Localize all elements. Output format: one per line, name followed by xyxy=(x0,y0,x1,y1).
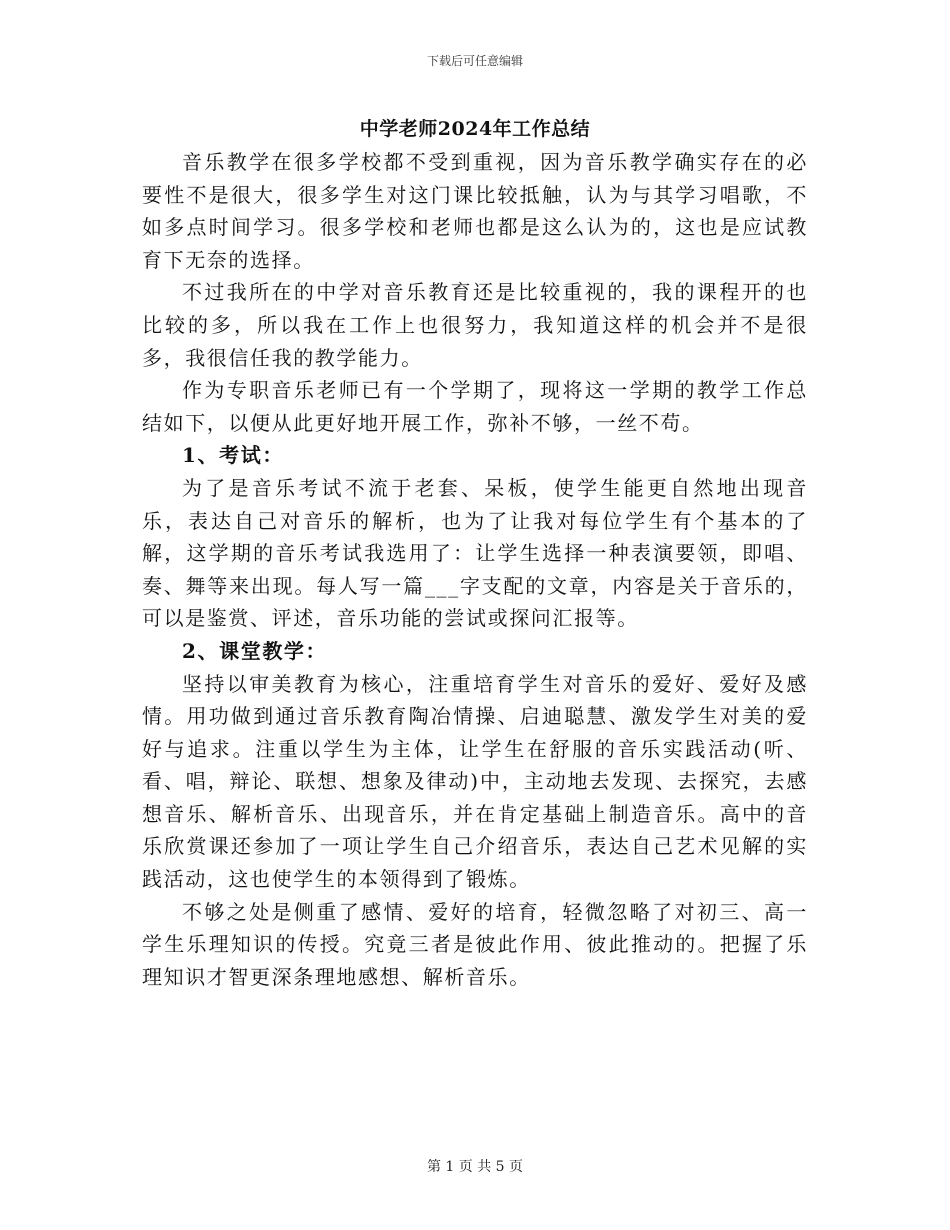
page-header-note: 下载后可任意编辑 xyxy=(426,54,523,68)
document-title: 中学老师2024年工作总结 xyxy=(359,118,591,140)
body-paragraph: 不够之处是侧重了感情、爱好的培育，轻微忽略了对初三、高一学生乐理知识的传授。究竟三者是彼此作用、彼此推动的。把握了乐理知识才智更深条理地感想、解析音乐。 xyxy=(142,899,808,989)
body-paragraph: 作为专职音乐老师已有一个学期了，现将这一学期的教学工作总结如下，以便从此更好地开展工作，弥补不够，一丝不苟。 xyxy=(142,378,808,435)
body-paragraph: 坚持以审美教育为核心，注重培育学生对音乐的爱好、爱好及感情。用功做到通过音乐教育陶冶情操、启迪聪慧、激发学生对美的爱好与追求。注重以学生为主体，让学生在舒服的音乐实践活动(听、看、唱，辩论、联想、想象及律动)中，主动地去发现、去探究，去感想音乐、解析音乐、出现音乐，并在肯定基础上制造音乐。高中的音乐欣赏课还参加了一项让学生自己介绍音乐，表达自己艺术见解的实践活动，这也使学生的本领得到了锻炼。 xyxy=(142,671,808,892)
document-body xyxy=(142,146,808,993)
body-paragraph: 不过我所在的中学对音乐教育还是比较重视的，我的课程开的也比较的多，所以我在工作上也很努力，我知道这样的机会并不是很多，我很信任我的教学能力。 xyxy=(142,280,808,370)
section-heading-classroom: 2、课堂教学： xyxy=(182,638,328,663)
body-paragraph: 为了是音乐考试不流于老套、呆板，使学生能更自然地出现音乐，表达自己对音乐的解析，也为了让我对每位学生有个基本的了解，这学期的音乐考试我选用了：让学生选择一种表演要领，即唱、奏、舞等来出现。每人写一篇___字支配的文章，内容是关于音乐的，可以是鉴赏、评述，音乐功能的尝试或探问汇报等。 xyxy=(142,475,808,631)
page-number: 第 1 页 共 5 页 xyxy=(426,1159,524,1175)
section-heading-exam: 1、考试： xyxy=(182,443,284,468)
body-paragraph: 音乐教学在很多学校都不受到重视，因为音乐教学确实存在的必要性不是很大，很多学生对这门课比较抵触，认为与其学习唱歌，不如多点时间学习。很多学校和老师也都是这么认为的，这也是应试教育下无奈的选择。 xyxy=(142,150,808,272)
